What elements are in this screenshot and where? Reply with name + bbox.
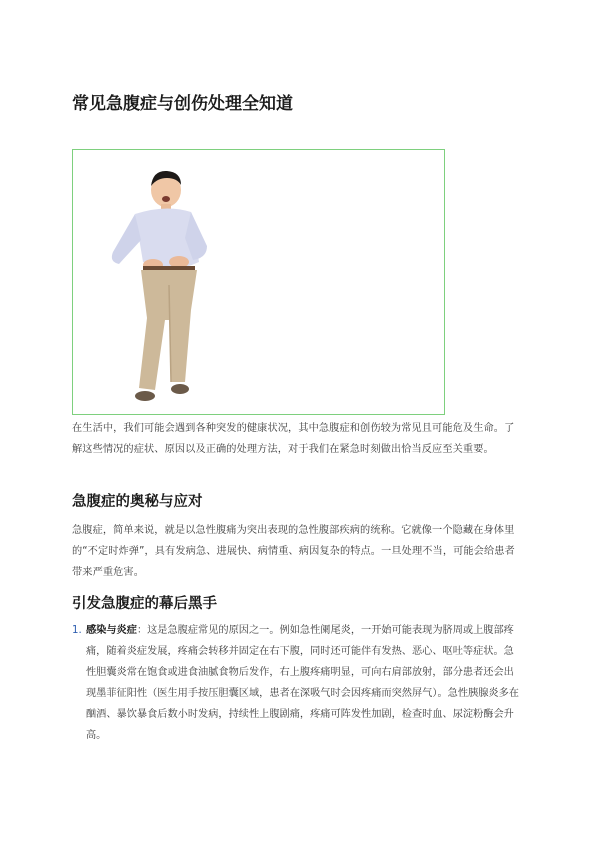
section-body-acute-abdomen: 急腹症，简单来说，就是以急性腹痛为突出表现的急性腹部疾病的统称。它就像一个隐藏在身体里的“不定时炸弹”，具有发病急、进展快、病情重、病因复杂的特点。一旦处理不当，可能会给患者带来严重危害。: [72, 525, 515, 578]
intro-paragraph: 在生活中，我们可能会遇到各种突发的健康状况，其中急腹症和创伤较为常见且可能危及生命。了解这些情况的症状、原因以及正确的处理方法，对于我们在紧急时刻做出恰当反应至关重要。: [72, 423, 515, 455]
page-title: 常见急腹症与创伤处理全知道: [72, 94, 293, 114]
illustration-figure: [72, 149, 445, 415]
list-body: ：这是急腹症常见的原因之一。例如急性阑尾炎，一开始可能表现为脐周或上腹部疼痛，随着炎症发展，疼痛会转移并固定在右下腹，同时还可能伴有发热、恶心、呕吐等症状。急性胆囊炎常在饱食或进食油腻食物后发作，右上腹疼痛明显，可向右肩部放射，部分患者还会出现墨菲征阳性（医生用手按压胆囊区域，患者在深吸气时会因疼痛而突然屏气）。急性胰腺炎多在酗酒、暴饮暴食后数小时发病，持续性上腹剧痛，疼痛可阵发性加剧，检查时血、尿淀粉酶会升高。: [86, 625, 519, 741]
list-term: 感染与炎症: [86, 625, 137, 636]
section-heading-acute-abdomen: 急腹症的奥秘与应对: [72, 494, 203, 510]
list-text: [86, 620, 524, 746]
man-with-stomach-pain-illustration: [73, 150, 445, 415]
section-heading-causes: 引发急腹症的幕后黑手: [72, 596, 217, 612]
list-number: 1.: [72, 625, 82, 636]
